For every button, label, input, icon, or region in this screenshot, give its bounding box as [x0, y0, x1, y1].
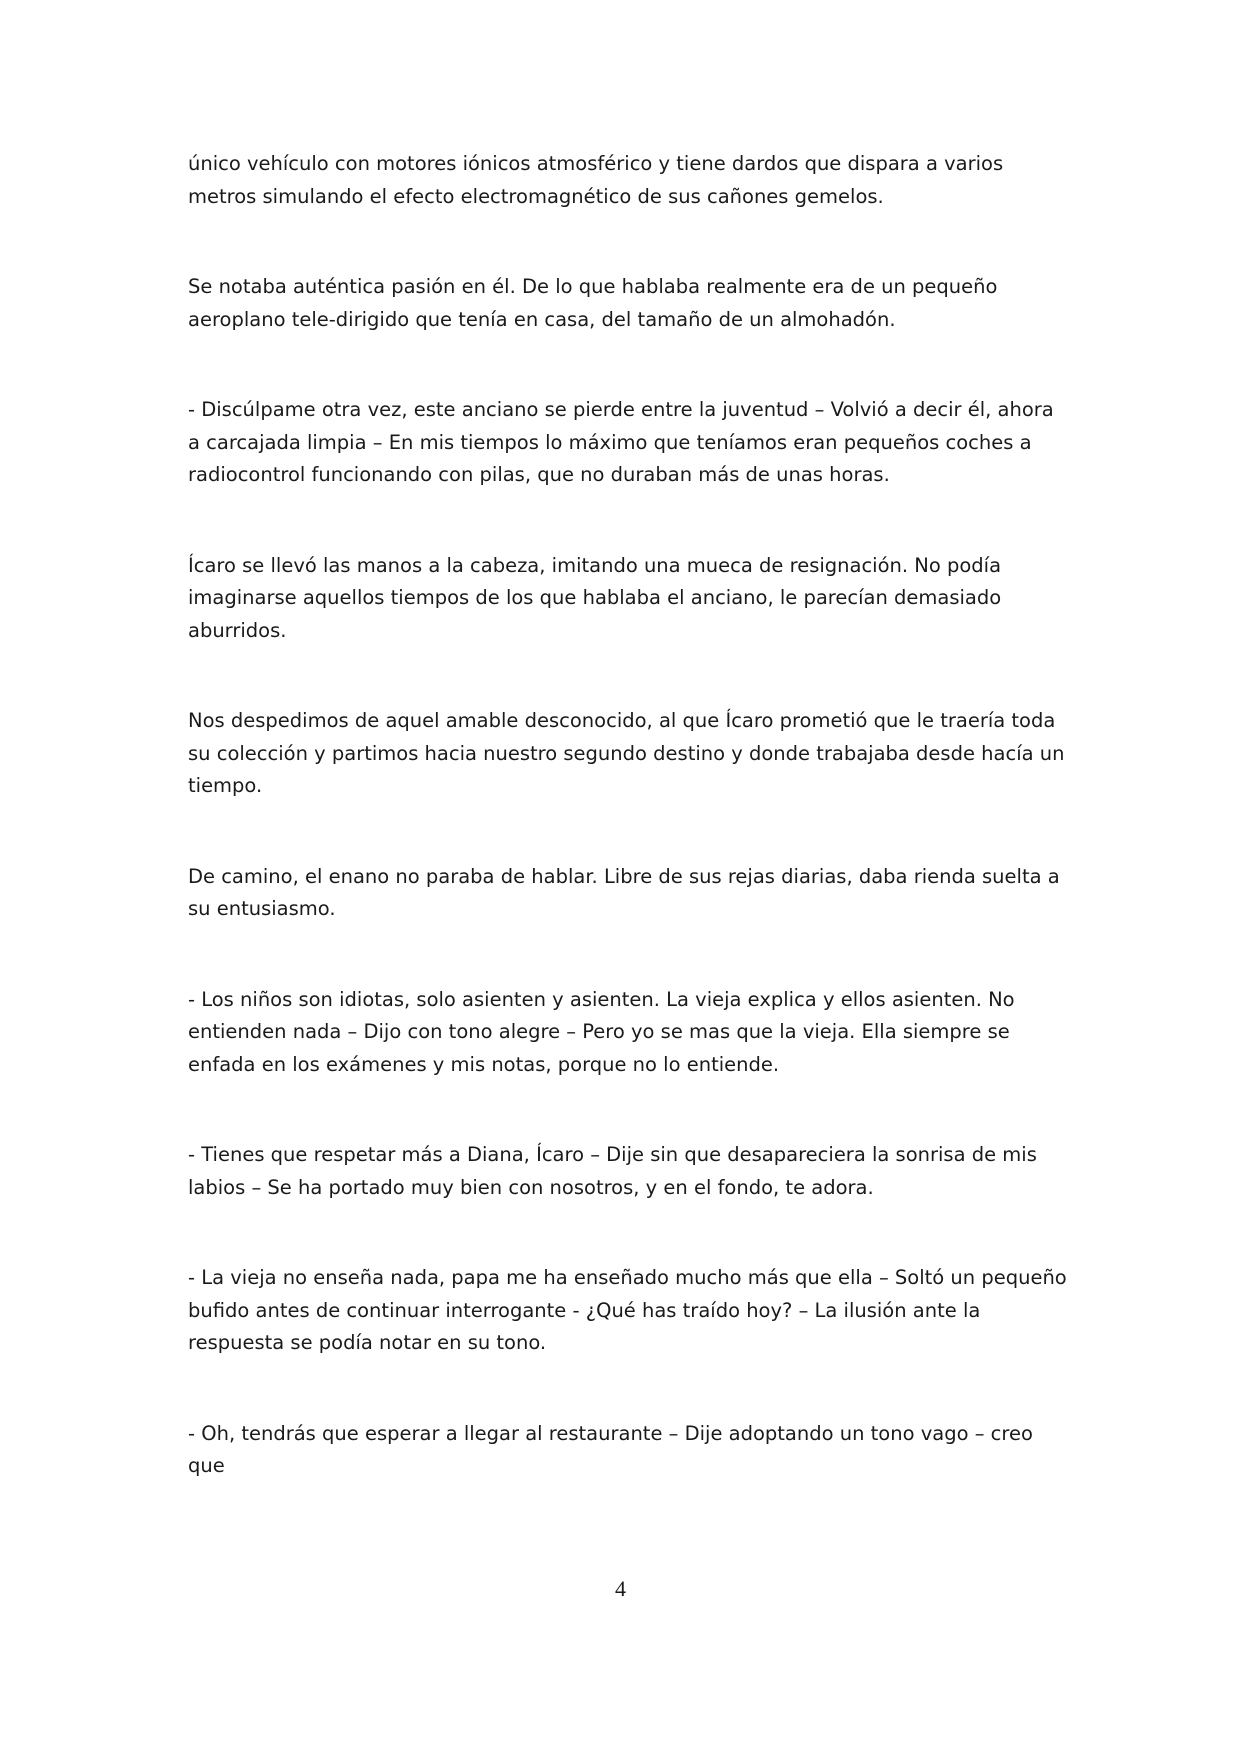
paragraph-10: - Oh, tendrás que esperar a llegar al restaurante – Dije adoptando un tono vago – creo que — [188, 1421, 1033, 1477]
paragraph-8: - Tienes que respetar más a Diana, Ícaro – Dije sin que desapareciera la sonrisa de mis labios – Se ha portado muy bien con nosotros, y en el fondo, te adora. — [188, 1143, 1037, 1199]
paragraph-6: De camino, el enano no paraba de hablar. Libre de sus rejas diarias, daba rienda suelta a su entusiasmo. — [188, 864, 1060, 920]
paragraph-7: - Los niños son idiotas, solo asienten y asienten. La vieja explica y ellos asienten. No entienden nada – Dijo con tono alegre – Pero yo se mas que la vieja. Ella siempre se enfada en los exámenes y mis notas, porque no lo entiende. — [188, 987, 1015, 1076]
paragraph-4: Ícaro se llevó las manos a la cabeza, imitando una mueca de resignación. No podía imaginarse aquellos tiempos de los que hablaba el anciano, le parecían demasiado aburridos. — [188, 553, 1002, 642]
paragraph-1: único vehículo con motores iónicos atmosférico y tiene dardos que dispara a varios metros simulando el efecto electromagnético de sus cañones gemelos. — [188, 152, 1004, 208]
paragraph-3: - Discúlpame otra vez, este anciano se pierde entre la juventud – Volvió a decir él, ahora a carcajada limpia – En mis tiempos lo máximo que teníamos eran pequeños coches a radiocontrol funcionando con pilas, que no duraban más de unas horas. — [188, 398, 1054, 486]
paragraph-5: Nos despedimos de aquel amable desconocido, al que Ícaro prometió que le traería toda su colección y partimos hacia nuestro segundo destino y donde trabajaba desde hacía un tiempo. — [188, 709, 1065, 797]
paragraph-9: - La vieja no enseña nada, papa me ha enseñado mucho más que ella – Soltó un pequeño bufido antes de continuar interrogante - ¿Qué has traído hoy? – La ilusión ante la respuesta se podía notar en su tono. — [188, 1266, 1067, 1354]
text-body — [188, 148, 1068, 1483]
paragraph-2: Se notaba auténtica pasión en él. De lo que hablaba realmente era de un pequeño aeroplano tele-dirigido que tenía en casa, del tamaño de un almohadón. — [188, 275, 998, 331]
page-number: 4 — [615, 1576, 626, 1601]
